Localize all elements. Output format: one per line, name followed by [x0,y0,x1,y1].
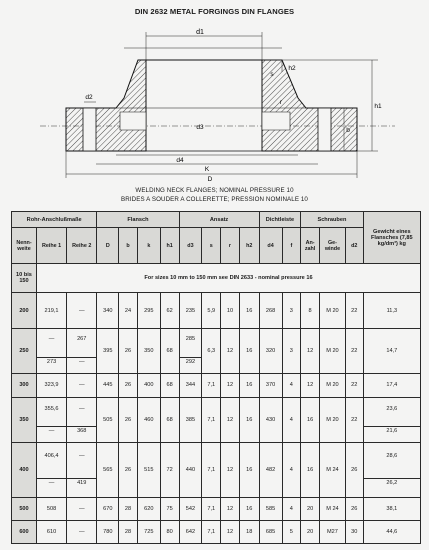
cell-f: 4 [282,397,301,442]
cell-value: 368 [67,426,96,435]
cell-value: 406,4 [44,453,59,460]
cell-h1: 68 [160,328,179,373]
cell-s: 7,1 [202,397,221,442]
table-row [12,328,421,373]
cell-thread: M27 [319,521,345,544]
cell-d2: 22 [345,373,363,397]
cell-k: 620 [137,497,160,521]
cell-h1: 68 [160,373,179,397]
cell-f: 4 [282,443,301,497]
dim-d2-label: d2 [85,94,93,101]
flange-section-left [66,60,146,151]
header-rohr: Rohr-Anschlußmaße [12,212,97,228]
cell-n: 20 [301,497,320,521]
cell-r2 [67,397,97,442]
cell-d4: 320 [259,328,282,373]
cell-value: — [37,478,66,487]
cell-nennweite: 300 [12,373,37,397]
header-gewicht: Gewicht eines Flansches (7,85 kg/dm³) kg [363,212,420,264]
table-row [12,521,421,544]
cell-h1: 72 [160,443,179,497]
cell-w: 14,7 [363,328,420,373]
cell-value: 355,6 [44,405,59,412]
cell-value: 26,2 [364,478,420,487]
header-D: D [97,228,119,264]
header-d3: d3 [179,228,202,264]
cell-k: 295 [137,293,160,328]
cell-f: 3 [282,293,301,328]
cell-d3: 235 [179,293,202,328]
cell-d4: 685 [259,521,282,544]
cell-nennweite: 350 [12,397,37,442]
cell-n: 8 [301,293,320,328]
cell-value: 267 [77,336,87,343]
bolt-hole-right [318,108,331,151]
cell-d3: 642 [179,521,202,544]
cell-h1: 68 [160,397,179,442]
cell-r1: 610 [36,521,66,544]
header-nennweite: Nenn-weite [12,228,37,264]
page-title: DIN 2632 METAL FORGINGS DIN FLANGES [134,7,295,16]
flange-section-right [262,60,357,151]
cell-d4: 585 [259,497,282,521]
cell-r: 12 [221,328,240,373]
cell-b: 24 [119,293,138,328]
cell-s: 7,1 [202,443,221,497]
dim-k-label: K [204,166,210,173]
cell-D: 670 [97,497,119,521]
cell-thread: M 20 [319,397,345,442]
cell-n: 16 [301,397,320,442]
dim-r-label: r [279,99,283,106]
header-schrauben: Schrauben [301,212,363,228]
cell-w [363,397,420,442]
cell-h1: 80 [160,521,179,544]
cell-r1 [36,443,66,497]
header-ansatz: Ansatz [179,212,259,228]
header-d4: d4 [259,228,282,264]
table-row [12,497,421,521]
cell-d4: 482 [259,443,282,497]
cell-w [363,443,420,497]
table-row [12,397,421,442]
cell-value: 21,6 [364,426,420,435]
cell-value: 285 [185,336,196,343]
cell-r2 [67,328,97,373]
cell-r: 12 [221,373,240,397]
dim-s-label: s [270,71,274,78]
cell-value: — [37,426,66,435]
cell-b: 26 [119,373,138,397]
cell-s: 5,9 [202,293,221,328]
header-gewinde: Ge-winde [319,228,345,264]
cell-r2: — [67,521,97,544]
cell-h1: 75 [160,497,179,521]
header-s: s [202,228,221,264]
cell-f: 4 [282,373,301,397]
cell-value: 23,6 [386,405,398,412]
dim-b-label: b [346,127,350,134]
cell-n: 16 [301,443,320,497]
cell-h2: 16 [239,497,259,521]
cell-d2: 22 [345,293,363,328]
header-d2: d2 [345,228,363,264]
dim-h1-label: h1 [374,103,382,110]
header-anzahl: An-zahl [301,228,320,264]
cell-r: 12 [221,443,240,497]
cell-D: 505 [97,397,119,442]
cell-h2: 16 [239,293,259,328]
cell-nennweite: 600 [12,521,37,544]
cell-r1: 508 [36,497,66,521]
cell-b: 26 [119,443,138,497]
cell-thread: M 20 [319,373,345,397]
cell-w: 38,1 [363,497,420,521]
cell-r1: 219,1 [36,293,66,328]
cell-r: 12 [221,521,240,544]
cell-value: — [67,357,96,366]
dim-d1-label: d1 [196,29,204,36]
cell-h2: 18 [239,521,259,544]
cell-d3: 440 [179,443,202,497]
cell-d4: 268 [259,293,282,328]
cell-d2: 22 [345,328,363,373]
cell-k: 515 [137,443,160,497]
cell-s: 7,1 [202,521,221,544]
cell-r1 [36,397,66,442]
cell-k: 350 [137,328,160,373]
table-row [12,443,421,497]
cell-b: 26 [119,397,138,442]
cell-k: 460 [137,397,160,442]
cell-r1 [36,328,66,373]
cell-w: 44,6 [363,521,420,544]
cell-nennweite: 250 [12,328,37,373]
bolt-hole-left [83,108,96,151]
cell-D: 565 [97,443,119,497]
cell-n: 20 [301,521,320,544]
flange-cross-section-drawing [0,14,429,184]
cell-d2: 26 [345,497,363,521]
caption-french: BRIDES A SOUDER A COLLERETTE; PRESSION NOMINALE 10 [121,196,308,203]
header-h2: h2 [239,228,259,264]
header-r: r [221,228,240,264]
cell-nennweite: 200 [12,293,37,328]
cell-s: 7,1 [202,373,221,397]
cell-n: 12 [301,328,320,373]
header-flansch: Flansch [97,212,179,228]
header-dichtleiste: Dichtleiste [259,212,301,228]
cell-value: 419 [67,478,96,487]
dim-d4-label: d4 [176,157,184,164]
cell-d2: 22 [345,397,363,442]
cell-b: 26 [119,328,138,373]
cell-h2: 16 [239,443,259,497]
cell-d3: 344 [179,373,202,397]
cell-h2: 16 [239,373,259,397]
cell-w: 11,3 [363,293,420,328]
cell-nennweite: 400 [12,443,37,497]
table-row [12,293,421,328]
table-row [12,373,421,397]
cell-s: 7,1 [202,497,221,521]
cell-d3: 385 [179,397,202,442]
cell-value: — [48,336,55,343]
cell-r1: 323,9 [36,373,66,397]
cell-D: 340 [97,293,119,328]
cell-value: — [78,453,85,460]
cell-r2: — [67,373,97,397]
header-reihe2: Reihe 2 [67,228,97,264]
cell-r2: — [67,293,97,328]
flange-dimension-table [11,211,421,544]
header-k: k [137,228,160,264]
note-row-text: For sizes 10 mm to 150 mm see DIN 2633 - nominal pressure 16 [36,264,420,293]
header-reihe1: Reihe 1 [36,228,66,264]
dim-D-label: D [207,176,213,183]
cell-b: 28 [119,497,138,521]
header-f: f [282,228,301,264]
header-h1: h1 [160,228,179,264]
header-b: b [119,228,138,264]
cell-r: 12 [221,497,240,521]
cell-value: — [78,405,85,412]
cell-d4: 370 [259,373,282,397]
cell-r: 10 [221,293,240,328]
cell-f: 5 [282,521,301,544]
cell-f: 4 [282,497,301,521]
dim-d3-label: d3 [196,124,204,131]
cell-thread: M 24 [319,443,345,497]
cell-f: 3 [282,328,301,373]
cell-d3 [179,328,202,373]
cell-w: 17,4 [363,373,420,397]
cell-d4: 430 [259,397,282,442]
cell-thread: M 20 [319,293,345,328]
cell-D: 780 [97,521,119,544]
cell-n: 12 [301,373,320,397]
cell-value: 292 [180,357,202,366]
cell-D: 395 [97,328,119,373]
cell-nennweite: 500 [12,497,37,521]
cell-k: 400 [137,373,160,397]
cell-d3: 542 [179,497,202,521]
cell-s: 6,3 [202,328,221,373]
cell-value: 273 [37,357,66,366]
cell-r: 12 [221,397,240,442]
cell-h2: 16 [239,328,259,373]
cell-k: 725 [137,521,160,544]
cell-b: 28 [119,521,138,544]
cell-d2: 30 [345,521,363,544]
cell-h1: 62 [160,293,179,328]
cell-thread: M 24 [319,497,345,521]
cell-thread: M 20 [319,328,345,373]
cell-r2 [67,443,97,497]
cell-D: 445 [97,373,119,397]
cell-d2: 26 [345,443,363,497]
note-row-dn: 10 bis 150 [12,264,37,293]
cell-value: 28,6 [386,453,398,460]
dim-h2-label: h2 [288,65,296,72]
cell-h2: 16 [239,397,259,442]
caption-english: WELDING NECK FLANGES; NOMINAL PRESSURE 10 [135,187,294,194]
cell-r2: — [67,497,97,521]
